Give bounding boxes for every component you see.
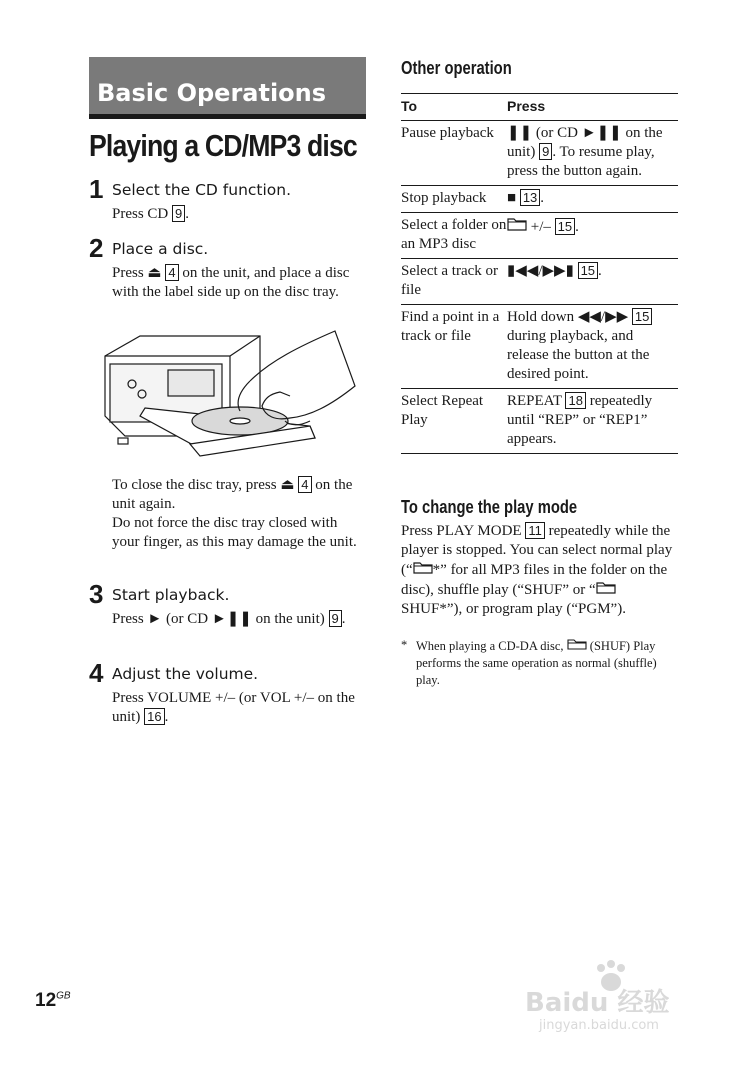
key-ref: 18 — [565, 392, 585, 409]
key-ref: 4 — [298, 476, 311, 493]
play-pause-icon: ►❚❚ — [211, 611, 252, 627]
table-row — [401, 305, 678, 389]
step-heading: Adjust the volume. — [112, 665, 259, 683]
close-tray-note: To close the disc tray, press ⏏ 4 on the unit again. Do not force the disc tray closed with your finger, as this may damage the unit. — [112, 477, 357, 550]
page-title: Playing a CD/MP3 disc — [89, 128, 357, 163]
prev-track-icon: ▮◀◀ — [507, 263, 539, 279]
table-row — [401, 121, 678, 186]
page-number: $12^{GB}$ — [35, 990, 71, 1011]
cell-press: ❚❚ (or CD ►❚❚ on the unit) 9 . To resume play, press the button again. — [507, 121, 678, 186]
section-banner-label: Basic Operations — [97, 79, 327, 107]
cell-to: Select a folder on an MP3 disc — [401, 213, 507, 259]
step-2 — [89, 233, 103, 264]
step-text: Press VOLUME +/– (or VOL +/– on the unit) 16 . — [112, 690, 355, 725]
cell-to: Find a point in a track or file — [401, 305, 507, 389]
step-text: Press ► (or CD ►❚❚ on the unit) 9 . — [112, 611, 346, 627]
key-ref: 9 — [329, 610, 342, 627]
folder-icon — [596, 580, 616, 594]
watermark-url: jingyan.baidu.com — [539, 1018, 659, 1033]
cell-to: Select a track or file — [401, 259, 507, 305]
play-mode-heading: To change the play mode — [401, 497, 578, 517]
next-track-icon: ▶▶▮ — [542, 263, 574, 279]
table-row — [401, 213, 678, 259]
step-3 — [89, 579, 103, 610]
operation-table — [401, 95, 678, 454]
cell-press: +/– 15 . — [507, 213, 678, 259]
pause-icon: ❚❚ — [507, 125, 533, 141]
key-ref: 9 — [172, 205, 185, 222]
step-heading: Select the CD function. — [112, 181, 292, 199]
disc-tray-illustration — [100, 326, 360, 462]
cell-to: Pause playback — [401, 121, 507, 186]
table-top-rule — [401, 93, 678, 94]
footnote-mark: * — [401, 638, 408, 652]
key-ref: 15 — [555, 218, 575, 235]
play-pause-icon: ►❚❚ — [581, 125, 622, 141]
other-operation-heading: Other operation — [401, 58, 512, 78]
page-suffix: GB — [56, 990, 71, 1002]
table-row — [401, 389, 678, 454]
table-row — [401, 186, 678, 213]
cell-to: Stop playback — [401, 186, 507, 213]
step-number: 4 — [89, 658, 104, 688]
table-header-row — [401, 95, 678, 121]
key-ref: 13 — [520, 189, 540, 206]
eject-icon: ⏏ — [147, 265, 162, 281]
column-header-to: To — [401, 95, 507, 121]
eject-icon: ⏏ — [280, 477, 295, 493]
column-header-press: Press — [507, 95, 678, 121]
stop-icon: ■ — [507, 190, 517, 206]
step-heading: Place a disc. — [112, 240, 209, 258]
fast-forward-icon: ▶▶ — [605, 309, 629, 325]
step-text: Press CD 9 . — [112, 206, 189, 222]
rewind-icon: ◀◀ — [577, 309, 601, 325]
cell-press: ■ 13 . — [507, 186, 678, 213]
key-ref: 15 — [578, 262, 598, 279]
watermark-cn: 经验 — [617, 988, 670, 1018]
step-4 — [89, 658, 103, 689]
step-text: Press ⏏ 4 on the unit, and place a disc with the label side up on the disc tray. — [112, 265, 350, 300]
cell-to: Select Repeat Play — [401, 389, 507, 454]
key-ref: 4 — [165, 264, 178, 281]
table-row — [401, 259, 678, 305]
step-number: 1 — [89, 174, 104, 204]
folder-icon — [413, 560, 433, 574]
cell-press: REPEAT 18 repeatedly until “REP” or “REP1” appears. — [507, 389, 678, 454]
cell-press: ▮◀◀/▶▶▮ 15 . — [507, 259, 678, 305]
step-1 — [89, 174, 103, 205]
play-icon: ► — [147, 611, 163, 627]
cell-press: Hold down ◀◀/▶▶ 15 during playback, and release the button at the desired point. — [507, 305, 678, 389]
step-heading: Start playback. — [112, 586, 230, 604]
key-ref: 16 — [144, 708, 164, 725]
watermark-brand: Baidu — [525, 988, 609, 1018]
folder-icon — [507, 216, 527, 231]
key-ref: 9 — [539, 143, 552, 160]
step-number: 2 — [89, 233, 104, 263]
play-mode-text: Press PLAY MODE 11 repeatedly while the player is stopped. You can select normal play (“ *” for all MP3 files in the folder on the disc), shuffle play (“SHUF” or “ SHUF*”), or program play (“PGM”). — [401, 523, 673, 617]
footnote: When playing a CD-DA disc, (SHUF) Play performs the same operation as normal (shuffle) play. — [416, 639, 657, 687]
key-ref: 15 — [632, 308, 652, 325]
folder-icon — [567, 637, 587, 650]
section-banner — [89, 57, 366, 119]
step-number: 3 — [89, 579, 104, 609]
key-ref: 11 — [525, 522, 545, 539]
